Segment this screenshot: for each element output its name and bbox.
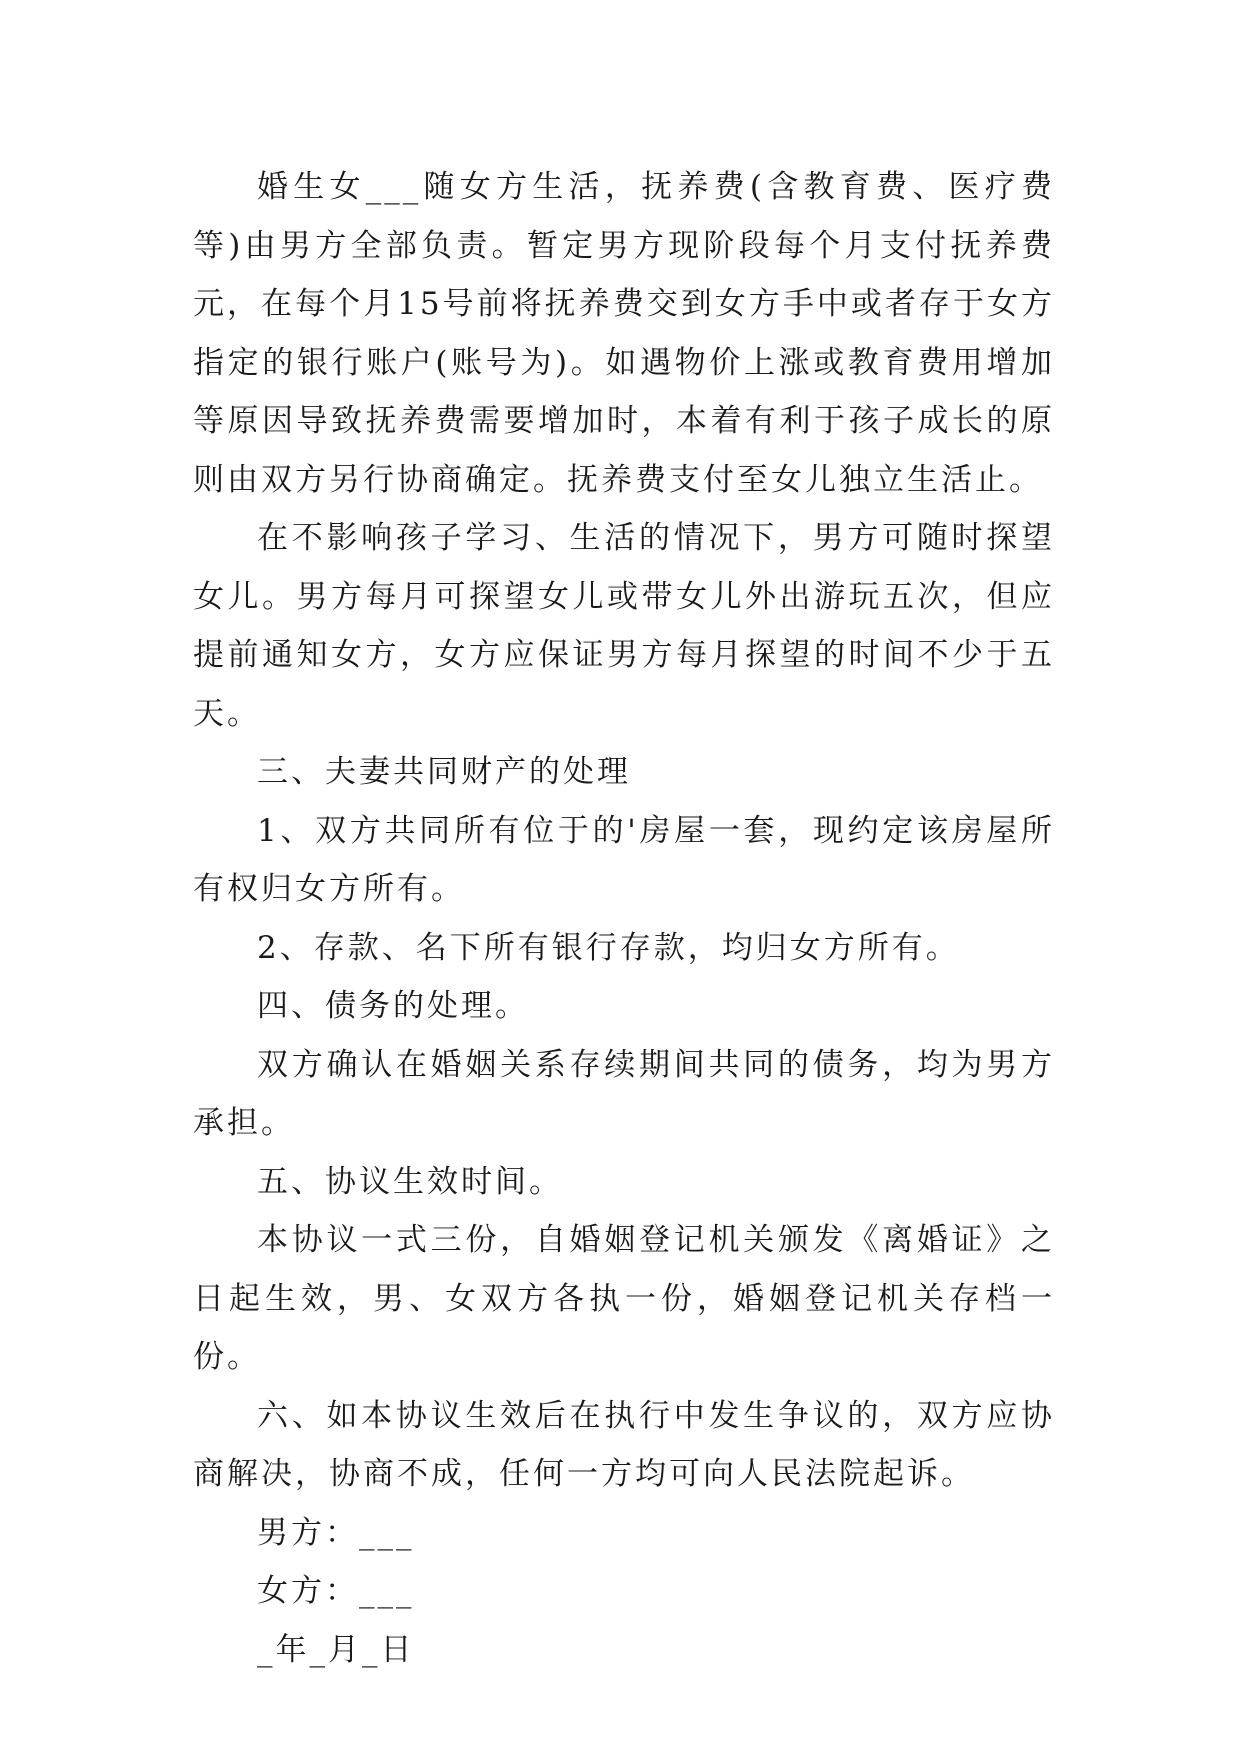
paragraph-debt: 双方确认在婚姻关系存续期间共同的债务，均为男方承担。 [193,1046,1055,1141]
section-heading-effective-time: 五、协议生效时间。 [257,1163,563,1200]
paragraph-property-deposits: 2、存款、名下所有银行存款，均归女方所有。 [257,929,960,966]
paragraph-property-house: 1、双方共同所有位于的'房屋一套，现约定该房屋所有权归女方所有。 [193,812,1055,907]
section-heading-debt: 四、债务的处理。 [257,988,529,1024]
date-line: _年_月_日 [257,1631,415,1668]
document-body [193,158,1055,1679]
paragraph-dispute: 六、如本协议生效后在执行中发生争议的，双方应协商解决，协商不成，任何一方均可向人民法院起诉。 [193,1397,1055,1492]
signature-line-wife: 女方：___ [257,1573,415,1609]
paragraph-effective-time: 本协议一式三份，自婚姻登记机关颁发《离婚证》之日起生效，男、女双方各执一份，婚姻登记机关存档一份。 [193,1222,1055,1375]
paragraph-visitation: 在不影响孩子学习、生活的情况下，男方可随时探望女儿。男方每月可探望女儿或带女儿外出游玩五次，但应提前通知女方，女方应保证男方每月探望的时间不少于五天。 [193,520,1055,732]
signature-line-husband: 男方：___ [257,1514,415,1551]
section-heading-property: 三、夫妻共同财产的处理 [257,754,631,790]
paragraph-child-support: 婚生女___随女方生活，抚养费(含教育费、医疗费等)由男方全部负责。暂定男方现阶段每个月支付抚养费元，在每个月15号前将抚养费交到女方手中或者存于女方指定的银行账户(账号为)。如遇物价上涨或教育费用增加等原因导致抚养费需要增加时，本着有利于孩子成长的原则由双方另行协商确定。抚养费支付至女儿独立生活止。 [193,169,1055,498]
